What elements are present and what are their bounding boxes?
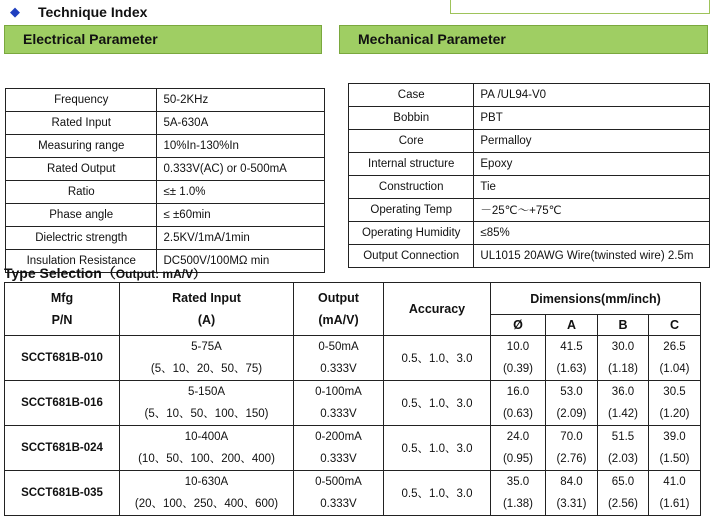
rated-range: 10-400A (184, 431, 229, 443)
dim-c-inch: (1.20) (649, 403, 701, 426)
table-row (5, 471, 701, 494)
rated-input-cell (120, 336, 294, 381)
electrical-value: 0.333V(AC) or 0-500mA (157, 158, 325, 181)
mechanical-row (349, 130, 710, 153)
electrical-key: Rated Output (6, 158, 157, 181)
accuracy-cell: 0.5、1.0、3.0 (384, 471, 491, 516)
mechanical-key: Case (349, 84, 474, 107)
electrical-row (6, 89, 325, 112)
dim-b-inch: (2.56) (598, 493, 649, 516)
mechanical-table (348, 83, 710, 268)
dim-c-inch: (1.04) (649, 358, 701, 381)
rated-input-header-line1: Rated Input (172, 291, 241, 305)
rated-steps: (10、50、100、200、400) (138, 453, 275, 465)
electrical-value: 50-2KHz (157, 89, 325, 112)
output-v: 0.333V (320, 498, 357, 510)
diamond-icon: ◆ (10, 4, 20, 19)
dim-b-inch: (2.03) (598, 448, 649, 471)
output-v: 0.333V (320, 408, 357, 420)
electrical-row (6, 135, 325, 158)
dim-b-mm: 30.0 (598, 336, 649, 359)
mechanical-key: Bobbin (349, 107, 474, 130)
rated-steps: (5、10、50、100、150) (144, 408, 269, 420)
dim-b-mm: 51.5 (598, 426, 649, 449)
mechanical-row (349, 222, 710, 245)
mfg-header-line1: Mfg (50, 291, 74, 305)
dim-phi-mm: 24.0 (491, 426, 546, 449)
accuracy-cell: 0.5、1.0、3.0 (384, 381, 491, 426)
table-row (5, 336, 701, 359)
output-ma: 0-50mA (318, 341, 359, 353)
output-v: 0.333V (320, 363, 357, 375)
mechanical-row (349, 245, 710, 268)
rated-input-header-line2: (A) (197, 313, 216, 327)
type-selection-table (4, 282, 701, 516)
rated-input-header (120, 283, 294, 336)
mechanical-row (349, 176, 710, 199)
rated-range: 5-75A (191, 341, 222, 353)
type-selection-title-text: Type Selection（ (4, 265, 116, 281)
dim-phi-mm: 35.0 (491, 471, 546, 494)
mechanical-parameter-bar: Mechanical Parameter (339, 25, 708, 54)
electrical-value: 10%In-130%In (157, 135, 325, 158)
electrical-key: Measuring range (6, 135, 157, 158)
electrical-value: 5A-630A (157, 112, 325, 135)
dim-c-header: C (649, 315, 701, 336)
electrical-value: ≤ ±60min (157, 204, 325, 227)
electrical-row (6, 227, 325, 250)
table-row (5, 426, 701, 449)
electrical-value: 2.5KV/1mA/1min (157, 227, 325, 250)
dim-phi-inch: (1.38) (491, 493, 546, 516)
mechanical-value: PBT (474, 107, 710, 130)
mechanical-row (349, 107, 710, 130)
output-cell (294, 381, 384, 426)
electrical-key: Phase angle (6, 204, 157, 227)
rated-input-cell (120, 381, 294, 426)
dim-c-mm: 30.5 (649, 381, 701, 404)
dim-a-inch: (1.63) (546, 358, 598, 381)
electrical-key: Insulation Resistance (6, 250, 157, 273)
accuracy-cell: 0.5、1.0、3.0 (384, 336, 491, 381)
output-header (294, 283, 384, 336)
mechanical-row (349, 153, 710, 176)
rated-input-cell (120, 471, 294, 516)
mechanical-value: Epoxy (474, 153, 710, 176)
mechanical-value: Permalloy (474, 130, 710, 153)
accuracy-cell: 0.5、1.0、3.0 (384, 426, 491, 471)
mechanical-value: Tie (474, 176, 710, 199)
electrical-row (6, 112, 325, 135)
mechanical-value: －25℃～+75℃ (474, 199, 710, 222)
electrical-parameter-bar: Electrical Parameter (4, 25, 322, 54)
dim-phi-inch: (0.39) (491, 358, 546, 381)
electrical-value: DC500V/100MΩ min (157, 250, 325, 273)
electrical-row (6, 158, 325, 181)
mechanical-value: PA /UL94-V0 (474, 84, 710, 107)
dim-a-inch: (2.09) (546, 403, 598, 426)
dim-phi-mm: 10.0 (491, 336, 546, 359)
mechanical-key: Core (349, 130, 474, 153)
mechanical-key: Construction (349, 176, 474, 199)
dim-b-header: B (598, 315, 649, 336)
dim-b-inch: (1.18) (598, 358, 649, 381)
dim-a-mm: 84.0 (546, 471, 598, 494)
dim-b-mm: 36.0 (598, 381, 649, 404)
electrical-table (5, 88, 325, 273)
output-header-line1: Output (318, 291, 359, 305)
dim-a-header: A (546, 315, 598, 336)
mfg-header-line2: P/N (51, 313, 73, 327)
accuracy-header: Accuracy (384, 283, 491, 336)
mechanical-row (349, 84, 710, 107)
dim-phi-inch: (0.63) (491, 403, 546, 426)
electrical-key: Ratio (6, 181, 157, 204)
part-number: SCCT681B-035 (5, 471, 120, 516)
type-selection-unit: Output: mA/V） (115, 267, 206, 281)
output-v: 0.333V (320, 453, 357, 465)
mechanical-key: Output Connection (349, 245, 474, 268)
electrical-key: Dielectric strength (6, 227, 157, 250)
electrical-key: Frequency (6, 89, 157, 112)
rated-steps: (20、100、250、400、600) (134, 498, 279, 510)
part-number: SCCT681B-010 (5, 336, 120, 381)
output-cell (294, 471, 384, 516)
electrical-value: ≤± 1.0% (157, 181, 325, 204)
dim-c-inch: (1.50) (649, 448, 701, 471)
mechanical-key: Operating Humidity (349, 222, 474, 245)
mechanical-value: ≤85% (474, 222, 710, 245)
page-title: Technique Index (38, 4, 148, 20)
output-ma: 0-200mA (315, 431, 362, 443)
dim-phi-inch: (0.95) (491, 448, 546, 471)
type-selection-title (4, 263, 205, 283)
output-cell (294, 426, 384, 471)
output-cell (294, 336, 384, 381)
mechanical-value: UL1015 20AWG Wire(twinsted wire) 2.5m (474, 245, 710, 268)
part-number: SCCT681B-024 (5, 426, 120, 471)
rated-range: 10-630A (184, 476, 229, 488)
rated-range: 5-150A (187, 386, 226, 398)
dim-phi-mm: 16.0 (491, 381, 546, 404)
table-row (5, 381, 701, 404)
mechanical-key: Internal structure (349, 153, 474, 176)
output-ma: 0-100mA (315, 386, 362, 398)
electrical-row (6, 204, 325, 227)
dim-a-inch: (3.31) (546, 493, 598, 516)
dim-a-mm: 41.5 (546, 336, 598, 359)
dim-c-mm: 41.0 (649, 471, 701, 494)
output-header-line2: (mA/V) (318, 313, 359, 327)
dim-c-inch: (1.61) (649, 493, 701, 516)
electrical-row (6, 181, 325, 204)
dimensions-header: Dimensions(mm/inch) (491, 283, 701, 315)
dim-b-mm: 65.0 (598, 471, 649, 494)
dim-a-inch: (2.76) (546, 448, 598, 471)
dim-b-inch: (1.42) (598, 403, 649, 426)
dim-phi-header: Ø (491, 315, 546, 336)
mfg-header (5, 283, 120, 336)
dim-c-mm: 26.5 (649, 336, 701, 359)
mechanical-row (349, 199, 710, 222)
dim-a-mm: 70.0 (546, 426, 598, 449)
output-ma: 0-500mA (315, 476, 362, 488)
mechanical-key: Operating Temp (349, 199, 474, 222)
decorative-box (450, 0, 710, 14)
dim-c-mm: 39.0 (649, 426, 701, 449)
rated-input-cell (120, 426, 294, 471)
electrical-key: Rated Input (6, 112, 157, 135)
rated-steps: (5、10、20、50、75) (150, 363, 263, 375)
part-number: SCCT681B-016 (5, 381, 120, 426)
dim-a-mm: 53.0 (546, 381, 598, 404)
